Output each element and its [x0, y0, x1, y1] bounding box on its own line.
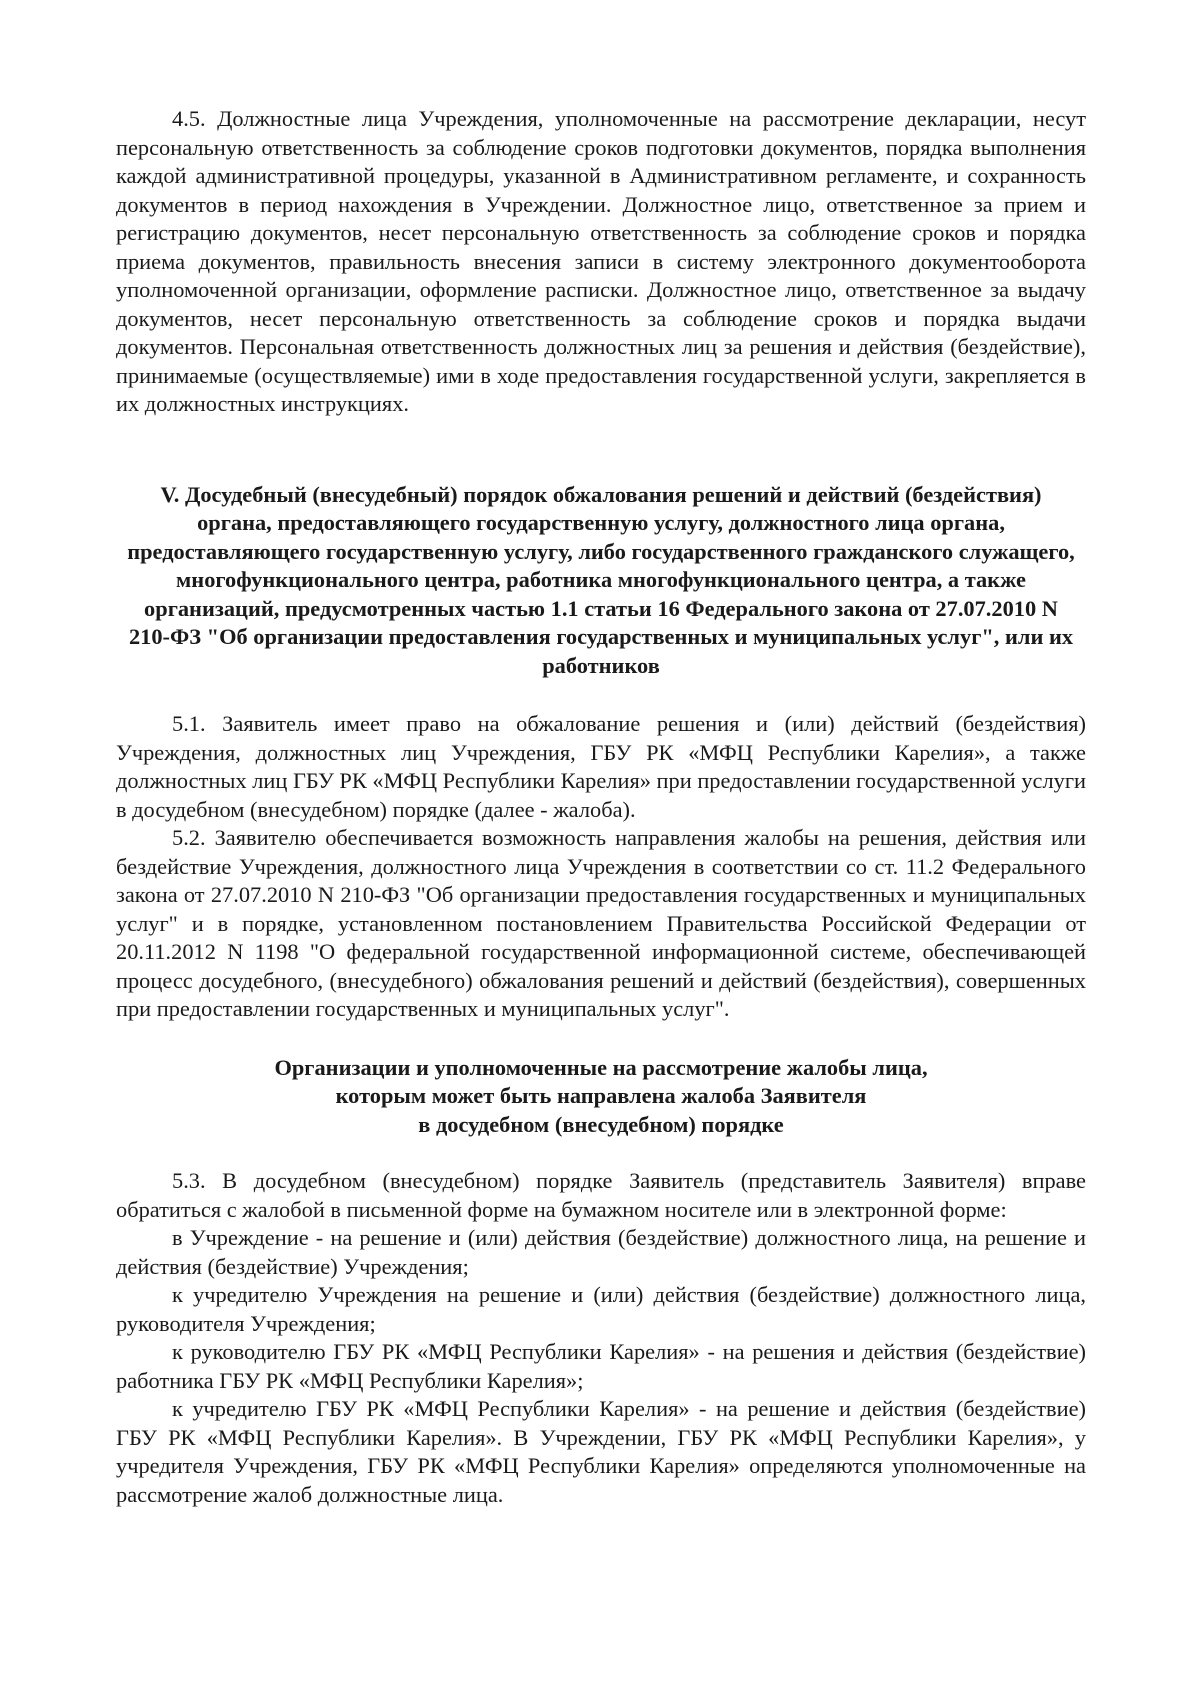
list-item-mfc-head: к руководителю ГБУ РК «МФЦ Республики Карелия» - на решения и действия (бездействие) работника ГБУ РК «МФЦ Республики Карелия»;	[116, 1339, 1086, 1393]
list-item-institution: в Учреждение - на решение и (или) действия (бездействие) должностного лица, на решение и действия (бездействие) Учреждения;	[116, 1225, 1086, 1279]
list-item-founder: к учредителю Учреждения на решение и (или) действия (бездействие) должностного лица, руководителя Учреждения;	[116, 1282, 1086, 1336]
paragraph-5-1: 5.1. Заявитель имеет право на обжалование решения и (или) действий (бездействия) Учреждения, должностных лиц Учреждения, ГБУ РК «МФЦ Республики Карелия», а также должностных лиц ГБУ РК «МФЦ Республики Карелия» при предоставлении государственной услуги в досудебном (внесудебном) порядке (далее - жалоба).	[116, 711, 1086, 822]
organizations-heading-line-3: в досудебном (внесудебном) порядке	[418, 1111, 784, 1137]
organizations-heading-line-1: Организации и уполномоченные на рассмотрение жалобы лица,	[274, 1054, 928, 1080]
organizations-heading-line-2: которым может быть направлена жалоба Заявителя	[335, 1083, 867, 1108]
paragraph-4-5: 4.5. Должностные лица Учреждения, уполномоченные на рассмотрение декларации, несут персональную ответственность за соблюдение сроков подготовки документов, порядка выполнения каждой административной процедуры, указанной в Административном регламенте, и сохранность документов в период нахождения в Учреждении. Должностное лицо, ответственное за прием и регистрацию документов, несет персональную ответственность за соблюдение сроков и порядка приема документов, правильность внесения записи в систему электронного документооборота уполномоченной организации, оформление расписки. Должностное лицо, ответственное за выдачу документов, несет персональную ответственность за соблюдение сроков и порядка выдачи документов. Персональная ответственность должностных лиц за решения и действия (бездействие), принимаемые (осуществляемые) ими в ходе предоставления государственной услуги, закрепляется в их должностных инструкциях.	[116, 106, 1086, 416]
document-page	[116, 105, 1086, 1509]
paragraph-5-2: 5.2. Заявителю обеспечивается возможность направления жалобы на решения, действия или бездействие Учреждения, должностного лица Учреждения в соответствии со ст. 11.2 Федерального закона от 27.07.2010 N 210-ФЗ "Об организации предоставления государственных и муниципальных услуг" и в порядке, установленном постановлением Правительства Российской Федерации от 20.11.2012 N 1198 "О федеральной государственной информационной системе, обеспечивающей процесс досудебного, (внесудебного) обжалования решений и действий (бездействия), совершенных при предоставлении государственных и муниципальных услуг".	[116, 825, 1086, 1021]
list-item-mfc-founder: к учредителю ГБУ РК «МФЦ Республики Карелия» - на решение и действия (бездействие) ГБУ РК «МФЦ Республики Карелия». В Учреждении, ГБУ РК «МФЦ Республики Карелия», у учредителя Учреждения, ГБУ РК «МФЦ Республики Карелия» определяются уполномоченные на рассмотрение жалоб должностные лица.	[116, 1396, 1086, 1507]
organizations-heading	[116, 1054, 1086, 1140]
section-v-heading: V. Досудебный (внесудебный) порядок обжалования решений и действий (бездействия) органа, предоставляющего государственную услугу, должностного лица органа, предоставляющего государственную услугу, либо государственного гражданского служащего, многофункционального центра, работника многофункционального центра, а также организаций, предусмотренных частью 1.1 статьи 16 Федерального закона от 27.07.2010 N 210-ФЗ "Об организации предоставления государственных и муниципальных услуг", или их работников	[127, 481, 1075, 678]
paragraph-5-3: 5.3. В досудебном (внесудебном) порядке Заявитель (представитель Заявителя) вправе обратиться с жалобой в письменной форме на бумажном носителе или в электронной форме:	[116, 1168, 1086, 1222]
